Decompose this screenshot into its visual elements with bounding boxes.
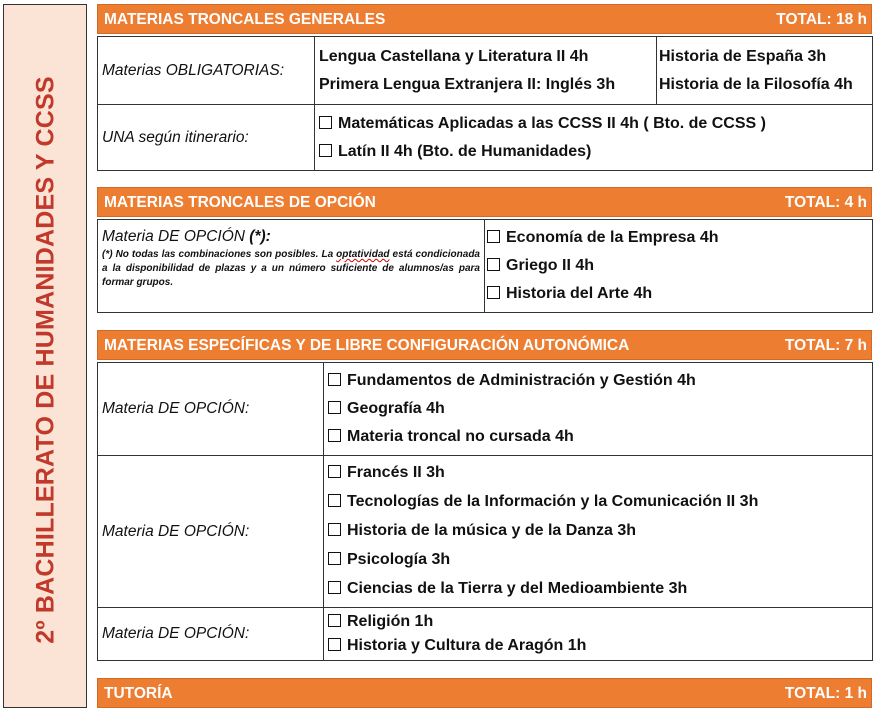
option-label: Fundamentos de Administración y Gestión 4h <box>347 372 696 389</box>
option-label: Geografía 4h <box>347 400 445 417</box>
checkbox[interactable] <box>328 581 341 594</box>
opcion-label: Materia DE OPCIÓN (*): <box>102 228 271 245</box>
side-title: 2º BACHILLERATO DE HUMANIDADES Y CCSS <box>31 76 60 644</box>
option-item[interactable] <box>328 423 868 451</box>
subject-item: Historia de España 3h <box>659 47 827 65</box>
section-title: MATERIAS TRONCALES GENERALES <box>104 11 386 28</box>
checkbox[interactable] <box>328 373 341 386</box>
opcion-label-cell <box>98 220 485 313</box>
option-label: Matemáticas Aplicadas a las CCSS II 4h ( Bto. de CCSS ) <box>338 114 766 132</box>
subject-item: Primera Lengua Extranjera II: Inglés 3h <box>319 75 616 93</box>
option-label: Materia troncal no cursada 4h <box>347 428 574 445</box>
option-label: Griego II 4h <box>506 257 595 274</box>
option-item[interactable] <box>328 488 868 517</box>
option-item[interactable] <box>328 517 868 546</box>
section-header-tutoria <box>97 678 872 708</box>
option-label: Religión 1h <box>347 613 434 630</box>
side-title-panel <box>3 4 87 708</box>
option-label: Latín II 4h (Bto. de Humanidades) <box>338 142 592 160</box>
option-label: Historia y Cultura de Aragón 1h <box>347 637 587 654</box>
troncales-generales-table <box>97 36 873 171</box>
checkbox[interactable] <box>328 614 341 627</box>
checkbox[interactable] <box>328 429 341 442</box>
checkbox[interactable] <box>328 523 341 536</box>
checkbox[interactable] <box>319 116 332 129</box>
group-options <box>324 608 873 661</box>
section-title: MATERIAS ESPECÍFICAS Y DE LIBRE CONFIGURACIÓN AUTONÓMICA <box>104 337 630 354</box>
checkbox[interactable] <box>487 258 500 271</box>
option-label: Francés II 3h <box>347 464 445 481</box>
option-label: Psicología 3h <box>347 551 451 568</box>
checkbox[interactable] <box>487 286 500 299</box>
subject-item: Lengua Castellana y Literatura II 4h <box>319 47 589 65</box>
group-label: Materia DE OPCIÓN: <box>98 363 324 456</box>
section-total: TOTAL: 18 h <box>776 11 867 28</box>
opcion-note: (*) No todas las combinaciones son posibles. La optatividad está condicionada a la disponibilidad de plazas y a un número suficiente de alumnos/as para formar grupos. <box>102 249 480 288</box>
option-item[interactable] <box>328 367 868 395</box>
section-title: TUTORÍA <box>104 685 173 702</box>
option-label: Historia del Arte 4h <box>506 285 653 302</box>
checkbox[interactable] <box>328 552 341 565</box>
itinerario-label: UNA según itinerario: <box>98 105 315 171</box>
group-options <box>324 456 873 608</box>
option-label: Economía de la Empresa 4h <box>506 229 719 246</box>
group-label: Materia DE OPCIÓN: <box>98 608 324 661</box>
opcion-options <box>485 220 873 313</box>
option-item[interactable] <box>328 634 868 658</box>
section-total: TOTAL: 1 h <box>784 685 867 702</box>
obligatorias-col2 <box>657 37 873 105</box>
checkbox[interactable] <box>328 494 341 507</box>
option-label: Tecnologías de la Información y la Comunicación II 3h <box>347 493 759 510</box>
option-item[interactable] <box>319 138 868 166</box>
option-label: Ciencias de la Tierra y del Medioambiente 3h <box>347 580 688 597</box>
subject-item: Historia de la Filosofía 4h <box>659 75 853 93</box>
section-total: TOTAL: 7 h <box>784 337 867 354</box>
checkbox[interactable] <box>319 144 332 157</box>
option-label: Historia de la música y de la Danza 3h <box>347 522 636 539</box>
group-options <box>324 363 873 456</box>
especificas-table <box>97 362 873 661</box>
option-item[interactable] <box>487 224 868 252</box>
checkbox[interactable] <box>328 465 341 478</box>
checkbox[interactable] <box>328 401 341 414</box>
section-header-troncales-opcion <box>97 187 872 217</box>
checkbox[interactable] <box>487 230 500 243</box>
option-item[interactable] <box>328 546 868 575</box>
checkbox[interactable] <box>328 638 341 651</box>
option-item[interactable] <box>487 280 868 308</box>
obligatorias-label: Materias OBLIGATORIAS: <box>98 37 315 105</box>
option-item[interactable] <box>328 575 868 604</box>
group-label: Materia DE OPCIÓN: <box>98 456 324 608</box>
option-item[interactable] <box>328 459 868 488</box>
itinerario-options <box>315 105 873 171</box>
option-item[interactable] <box>319 110 868 138</box>
option-item[interactable] <box>328 610 868 634</box>
section-total: TOTAL: 4 h <box>784 194 867 211</box>
option-item[interactable] <box>328 395 868 423</box>
section-header-troncales-generales <box>97 4 872 34</box>
section-header-especificas <box>97 330 872 360</box>
section-title: MATERIAS TRONCALES DE OPCIÓN <box>104 194 376 211</box>
troncales-opcion-table <box>97 219 873 313</box>
option-item[interactable] <box>487 252 868 280</box>
obligatorias-col1 <box>315 37 657 105</box>
